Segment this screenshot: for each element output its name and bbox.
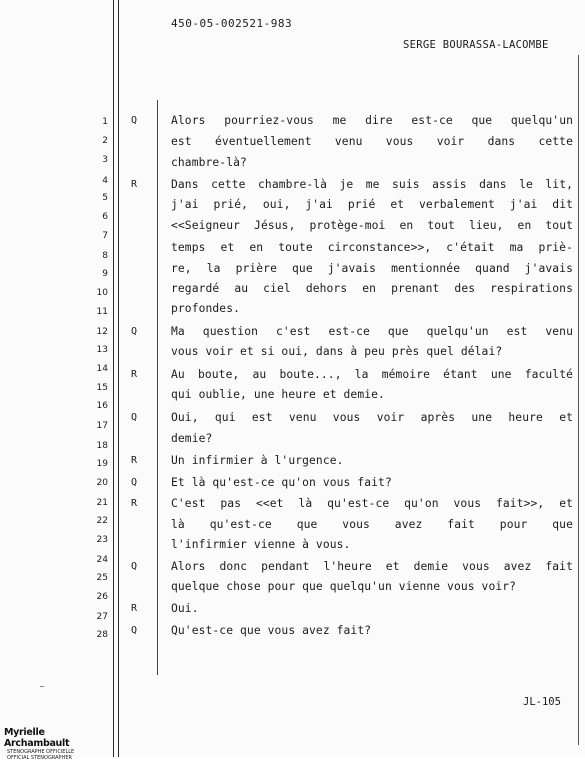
- margin-line-number: 5: [102, 193, 108, 203]
- transcript-line: profondes.: [171, 302, 241, 315]
- stenographer-title-fr: STENOGRAPHE OFFICIELLE: [7, 749, 75, 755]
- left-margin-rule-outer: [113, 0, 114, 757]
- transcript-line: Dans cette chambre-là je me suis assis dans le lit,: [171, 178, 573, 191]
- margin-line-number: 4: [102, 176, 108, 186]
- transcript-line: est éventuellement venu vous voir dans cette: [171, 135, 573, 148]
- transcript-line: Oui.: [171, 602, 199, 615]
- margin-line-number: 24: [96, 555, 108, 565]
- transcript-line: Un infirmier à l'urgence.: [171, 454, 344, 467]
- speaker-marker: R: [131, 498, 138, 509]
- margin-line-number: 27: [96, 612, 108, 622]
- margin-line-number: 9: [102, 269, 108, 279]
- transcript-line: Au boute, au boute..., la mémoire étant une faculté: [171, 368, 573, 381]
- witness-name: SERGE BOURASSA-LACOMBE: [403, 39, 549, 51]
- margin-line-number: 17: [96, 421, 108, 431]
- transcript-line: Oui, qui est venu vous voir après une heure et: [171, 411, 573, 424]
- margin-line-number: 7: [102, 231, 108, 241]
- left-margin-rule-inner: [118, 0, 119, 757]
- margin-line-number: 16: [96, 401, 108, 411]
- transcript-line: vous voir et si oui, dans à peu près quel délai?: [171, 345, 503, 358]
- speaker-marker: Q: [131, 412, 138, 423]
- margin-line-number: 13: [96, 345, 108, 355]
- transcript-line: regardé au ciel dehors en prenant des respirations: [171, 282, 573, 295]
- margin-line-number: 2: [102, 136, 108, 146]
- transcript-line: chambre-là?: [171, 156, 247, 169]
- margin-line-number: 28: [96, 630, 108, 640]
- speaker-marker: R: [131, 603, 138, 614]
- transcript-line: l'infirmier vienne à vous.: [171, 538, 351, 551]
- transcript-line: quelque chose pour que quelqu'un vienne vous voir?: [171, 580, 517, 593]
- speaker-marker: R: [131, 369, 138, 380]
- margin-line-number: 26: [96, 592, 108, 602]
- margin-line-number: 1: [102, 117, 108, 127]
- transcript-line: re, la prière que j'avais mentionnée quand j'avais: [171, 262, 573, 275]
- margin-line-number: 20: [96, 478, 108, 488]
- margin-line-number: 15: [96, 383, 108, 393]
- margin-line-number: 25: [96, 573, 108, 583]
- right-margin-rule: [578, 55, 579, 745]
- scan-speck: [40, 686, 44, 687]
- speaker-marker: Q: [131, 326, 138, 337]
- margin-line-number: 19: [96, 459, 108, 469]
- margin-line-number: 8: [102, 251, 108, 261]
- speaker-marker: Q: [131, 115, 138, 126]
- transcript-line: Qu'est-ce que vous avez fait?: [171, 624, 372, 637]
- speaker-marker: Q: [131, 477, 138, 488]
- speaker-marker: R: [131, 455, 138, 466]
- margin-line-number: 21: [96, 498, 108, 508]
- speaker-marker: R: [131, 179, 138, 190]
- speaker-marker: Q: [131, 561, 138, 572]
- transcript-line: <<Seigneur Jésus, protège-moi en tout lieu, en tout: [171, 219, 573, 232]
- case-number: 450-05-002521-983: [171, 17, 293, 30]
- margin-line-number: 6: [102, 212, 108, 222]
- margin-line-number: 11: [96, 307, 108, 317]
- transcript-line: temps et en toute circonstance>>, c'était ma priè-: [171, 241, 573, 254]
- transcript-line: qui oublie, une heure et demie.: [171, 388, 385, 401]
- transcript-line: j'ai prié, oui, j'ai prié et verbalement j'ai dit: [171, 198, 573, 211]
- page-code: JL-105: [523, 696, 561, 708]
- margin-line-number: 3: [102, 155, 108, 165]
- margin-line-number: 18: [96, 441, 108, 451]
- transcript-line: demie?: [171, 432, 213, 445]
- speaker-column-rule: [157, 100, 158, 675]
- margin-line-number: 10: [96, 288, 108, 298]
- stenographer-title-en: OFFICIAL STENOGRAPHER: [7, 755, 72, 761]
- transcript-line: Et là qu'est-ce qu'on vous fait?: [171, 476, 392, 489]
- stenographer-name: Myrielle Archambault: [4, 727, 70, 749]
- margin-line-number: 12: [96, 327, 108, 337]
- transcript-line: là qu'est-ce que vous avez fait pour que: [171, 518, 573, 531]
- speaker-marker: Q: [131, 625, 138, 636]
- transcript-line: Alors donc pendant l'heure et demie vous avez fait: [171, 560, 573, 573]
- margin-line-number: 14: [96, 364, 108, 374]
- margin-line-number: 23: [96, 535, 108, 545]
- margin-line-number: 22: [96, 516, 108, 526]
- transcript-line: Ma question c'est est-ce que quelqu'un est venu: [171, 325, 573, 338]
- stenographer-stamp: [4, 727, 96, 761]
- transcript-line: C'est pas <<et là qu'est-ce qu'on vous fait>>, et: [171, 497, 573, 510]
- transcript-line: Alors pourriez-vous me dire est-ce que quelqu'un: [171, 114, 573, 127]
